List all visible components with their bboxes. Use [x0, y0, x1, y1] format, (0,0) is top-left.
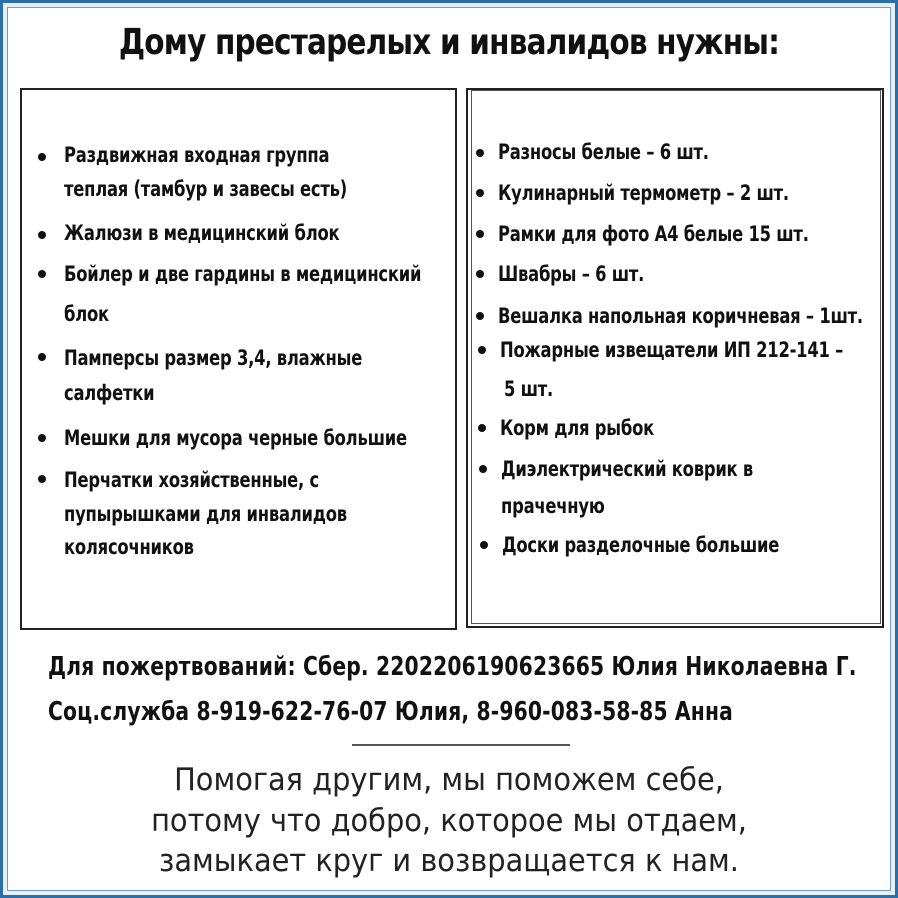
list-item: Швабры – 6 шт. [498, 262, 645, 286]
bullet-icon [479, 465, 487, 473]
list-item: теплая (тамбур и завесы есть) [64, 177, 347, 201]
list-item: блок [64, 302, 109, 326]
list-item: Жалюзи в медицинский блок [64, 221, 340, 245]
quote-line: замыкает круг и возвращается к нам. [159, 843, 739, 879]
list-item: 5 шт. [504, 377, 554, 401]
page-title: Дому престарелых и инвалидов нужны: [118, 22, 780, 63]
list-item: Доски разделочные большие [502, 533, 780, 557]
bullet-icon [38, 353, 46, 361]
list-item: Разносы белые – 6 шт. [498, 140, 709, 164]
list-item: пупырышками для инвалидов [64, 502, 347, 526]
bullet-icon [476, 312, 484, 320]
bullet-icon [476, 230, 484, 238]
list-item: Диэлектрический коврик в [501, 457, 754, 481]
social-service-contacts: Соц.служба 8-919-622-76-07 Юлия, 8-960-083-58-85 Анна [48, 697, 733, 727]
bullet-icon [476, 189, 484, 197]
bullet-icon [38, 434, 46, 442]
list-item: Кулинарный термометр – 2 шт. [498, 181, 789, 205]
list-item: прачечную [501, 494, 605, 518]
bullet-icon [480, 541, 488, 549]
list-item: колясочников [64, 535, 194, 559]
bullet-icon [38, 475, 46, 483]
list-item: Бойлер и две гардины в медицинский [64, 262, 422, 286]
list-item: Памперсы размер 3,4, влажные [64, 346, 363, 370]
bullet-icon [476, 149, 484, 157]
list-item: Пожарные извещатели ИП 212-141 – [500, 338, 844, 362]
list-item: Раздвижная входная группа [64, 143, 330, 167]
quote-line: Помогая другим, мы поможем себе, [174, 762, 724, 798]
bullet-icon [476, 270, 484, 278]
list-item: Перчатки хозяйственные, с [64, 468, 319, 492]
list-item: Вешалка напольная коричневая – 1шт. [498, 304, 863, 328]
list-item: Мешки для мусора черные большие [64, 426, 407, 450]
bullet-icon [38, 153, 46, 161]
bullet-icon [38, 270, 46, 278]
list-item: Рамки для фото А4 белые 15 шт. [498, 222, 809, 246]
bullet-icon [478, 424, 486, 432]
divider-line [352, 744, 570, 746]
bullet-icon [38, 231, 46, 239]
list-item: салфетки [64, 381, 155, 405]
bullet-icon [478, 346, 486, 354]
quote-line: потому что добро, которое мы отдаем, [151, 803, 747, 839]
donation-details: Для пожертвований: Сбер. 2202206190623665 Юлия Николаевна Г. [48, 652, 857, 682]
list-item: Корм для рыбок [500, 416, 654, 440]
